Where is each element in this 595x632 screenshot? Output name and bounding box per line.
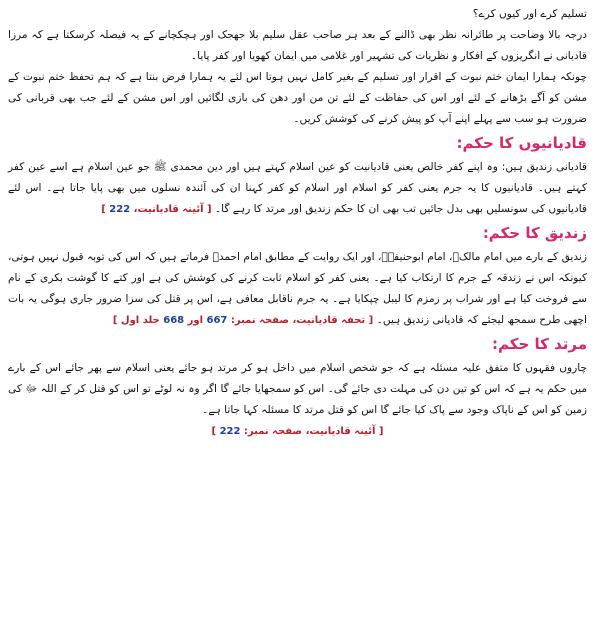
intro-paragraph-2: چونکہ ہمارا ایمان ختم نبوت کے اقرار اور تسلیم کے بغیر کامل نہیں ہوتا اس لئے یہ ہمارا فرض بنتا ہے کہ ہم تحفظ ختم نبوت کے مشن کو آگے بڑھانے کے لئے اور اس کی حفاظت کے لئے تن من اور دھن کی بازی لگائیں اور اس مشن کے لئے جب بھی قربانی کی ضرورت ہو سب سے پہلے اپنے آپ کو پیش کرنے کی کوشش کریں۔ bbox=[8, 71, 587, 125]
section-qadiani-text: قادیانی زندیق ہیں: وہ اپنے کفر خالص یعنی قادیانیت کو عین اسلام کہتے ہیں اور دین محمدی ﷺ جو عین اسلام ہے اسے عین کفر کہتے ہیں۔ قادیانیوں کا یہ جرم یعنی کفر کو اسلام اور اسلام کو کفر کہنا ان کی آئندہ نسلوں میں بھی پایا جاتا ہے۔ اس لئے قادیانیوں کی سونسلیں بھی بدل جائیں تب بھی ان کا حکم زندیق اور مرتد کا رہے گا۔ bbox=[8, 161, 587, 215]
reference-page-number: 222 bbox=[219, 426, 241, 437]
section-heading-murtad-ruling: مرتد کا حکم: bbox=[491, 335, 587, 353]
intro-paragraph-1: درجہ بالا وضاحت پر طائرانہ نظر بھی ڈالنے کے بعد ہر صاحب عقل سلیم بلا جھجک اور ہچکچانے کے یہ فیصلہ کرسکتا ہے کہ مرزا قادیانی نے انگریزوں کے افکار و نظریات کی تشہیر اور غلامی میں ایمان کھویا اور کفر پایا۔ bbox=[8, 29, 587, 62]
section-heading-qadiani-ruling: قادیانیوں کا حکم: bbox=[456, 134, 587, 152]
title-line: تسلیم کرے اور کیوں کرے؟ bbox=[472, 8, 587, 20]
reference-close: ] bbox=[211, 426, 217, 437]
reference-page-number: 222 bbox=[109, 204, 131, 215]
reference-label: [ آئینہ قادیانیت، bbox=[133, 204, 212, 215]
reference-citation bbox=[101, 204, 211, 215]
reference-close: ] bbox=[101, 204, 106, 215]
section-zindiq-text: زندیق کے بارے میں امام مالکؒ، امام ابوحنیفہؒ، اور ایک روایت کے مطابق امام احمدؒ فرماتے ہیں کہ اس کی توبہ قبول نہیں ہوتی، کیونکہ اس نے زندقہ کے جرم کا ارتکاب کیا ہے۔ یعنی کفر کو اسلام ثابت کرنے کی کوشش کی ہے اور کتے کا گوشت بکری کے نام سے فروخت کیا ہے اور شراب پر زمزم کا لیبل چپکایا ہے۔ یہ جرم ناقابل معافی ہے، اس پر قتل کی سزا ضرور جاری ہوگی یہ بات اچھی طرح سمجھ لیجئے کہ قادیانی زندیق ہیں۔ bbox=[8, 251, 587, 326]
reference-citation bbox=[8, 421, 587, 443]
section-qadiani-paragraph bbox=[8, 157, 587, 220]
reference-conjunction: اور bbox=[187, 315, 204, 326]
section-heading-zindiq-ruling: زندیق کا حکم: bbox=[482, 224, 587, 242]
reference-page-number: 667 bbox=[206, 315, 228, 326]
reference-label: [ تحفہ قادیانیت، صفحہ نمبر: bbox=[230, 315, 374, 326]
section-zindiq-paragraph bbox=[8, 247, 587, 331]
reference-label: [ آئینہ قادیانیت، صفحہ نمبر: bbox=[243, 426, 384, 437]
reference-page-number: 668 bbox=[163, 315, 185, 326]
reference-citation bbox=[113, 315, 373, 326]
section-murtad-paragraph: چاروں فقہوں کا متفق علیہ مسئلہ ہے کہ جو شخص اسلام میں داخل ہو کر مرتد ہو جائے یعنی اسلام سے پھر جائے اس کے بارے میں حکم یہ ہے کہ اس کو تین دن کی مہلت دی جائے گی۔ اس کو سمجھایا جائے گا اگر وہ نہ لوٹے تو اس کو قتل کر کے اللہ ﷻ کی زمین کو اس کے ناپاک وجود سے پاک کیا جائے گا اس کو قتل مرتد کا مسئلہ کہا جاتا ہے۔ bbox=[8, 362, 587, 416]
reference-volume: جلد اول ] bbox=[112, 315, 160, 326]
